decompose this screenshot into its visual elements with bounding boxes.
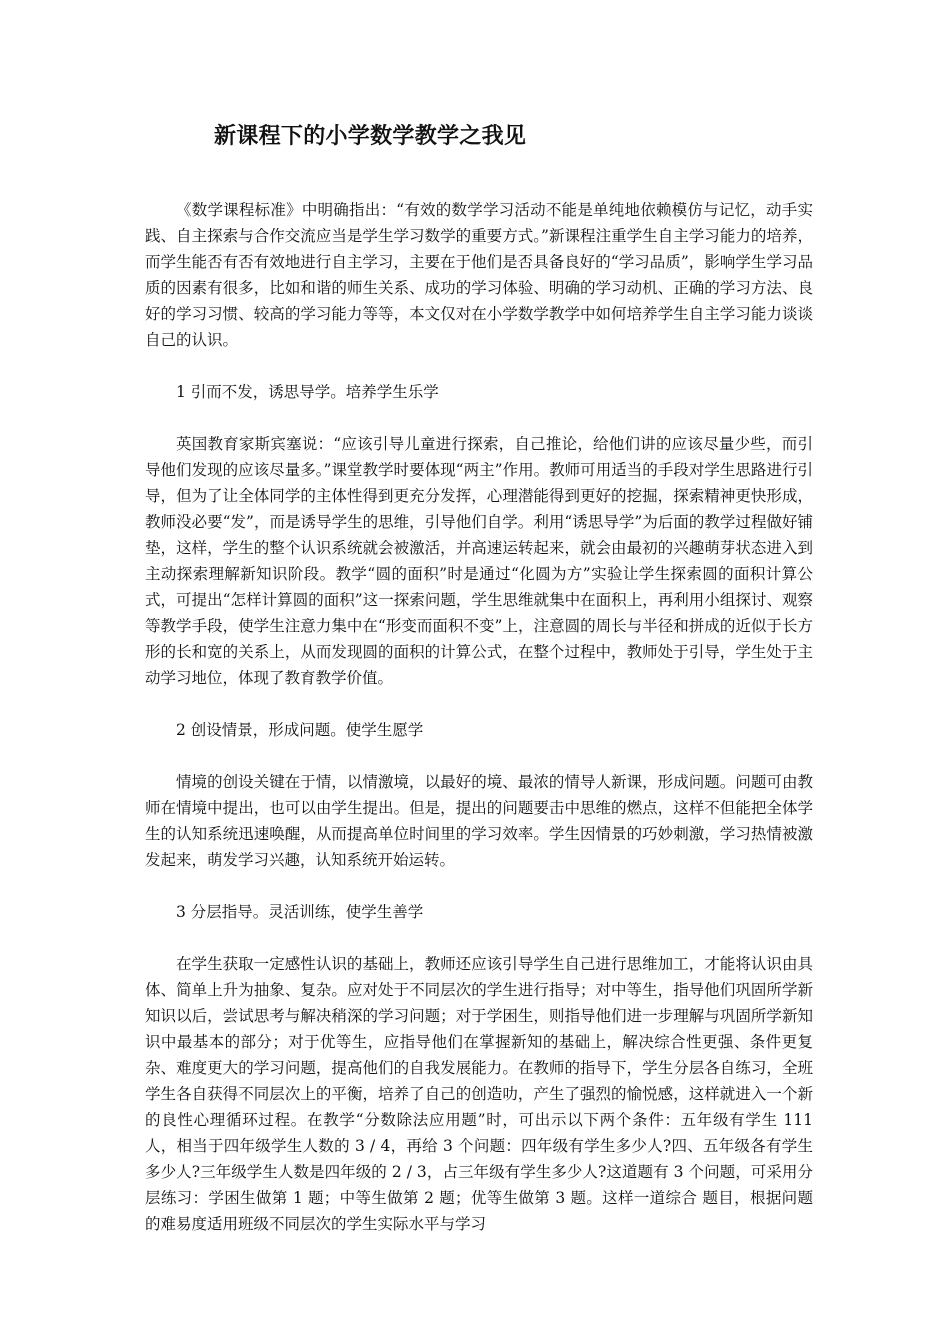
section-2-paragraph: 情境的创设关键在于情，以情激境，以最好的境、最浓的情导人新课，形成问题。问题可由教师在情境中提出，也可以由学生提出。但是，提出的问题要击中思维的燃点，这样不但能把全体学生的认知系统迅速唤醒，从而提高单位时间里的学习效率。学生因情景的巧妙刺激，学习热情被激发起来，萌发学习兴趣，认知系统开始运转。 (145, 773, 813, 869)
section-2-heading: 2 创设情景，形成问题。使学生愿学 (176, 721, 424, 739)
section-1-heading: 1 引而不发，诱思导学。培养学生乐学 (176, 383, 439, 401)
section-3-heading: 3 分层指导。灵活训练，使学生善学 (176, 903, 424, 921)
document-title: 新课程下的小学数学教学之我见 (214, 123, 527, 149)
section-3-paragraph: 在学生获取一定感性认识的基础上，教师还应该引导学生自己进行思维加工，才能将认识由具体、简单上升为抽象、复杂。应对处于不同层次的学生进行指导；对中等生，指导他们巩固所学新知识以后，尝试思考与解决稍深的学习问题；对于学困生，则指导他们进一步理解与巩固所学新知识中最基本的部分；对于优等生，应指导他们在掌握新知的基础上，解决综合性更强、条件更复杂、难度更大的学习问题，提高他们的自我发展能力。在教师的指导下，学生分层各自练习，全班学生各自获得不同层次上的平衡，培养了自己的创造叻，产生了强烈的愉悦感，这样就进入一个新的良性心理循环过程。在教学“分数除法应用题”时，可出示以下两个条件：五年级有学生 111 人，相当于四年级学生人数的 3 / 4，再给 3 个问题：四年级有学生多少人?四、五年级各有学生多少人?三年级学生人数是四年级的 2 / 3，占三年级有学生多少人?这道题有 3 个问题，可采用分层练习：学困生做第 1 题；中等生做第 2 题；优等生做第 3 题。这样一道综合 题目，根据问题的难易度适用班级不同层次的学生实际水平与学习 (145, 955, 813, 1233)
section-1-paragraph: 英国教育家斯宾塞说：“应该引导儿童进行探索，自己推论，给他们讲的应该尽量少些，而引导他们发现的应该尽量多。”课堂教学时要体现“两主”作用。教师可用适当的手段对学生思路进行引导，但为了让全体同学的主体性得到更充分发挥，心理潜能得到更好的挖掘，探索精神更快形成，教师没必要“发”，而是诱导学生的思维，引导他们自学。利用“诱思导学”为后面的教学过程做好铺垫，这样，学生的整个认识系统就会被激活，并高速运转起来，就会由最初的兴趣萌芽状态进入到主动探索理解新知识阶段。教学“圆的面积”时是通过“化圆为方”实验让学生探索圆的面积计算公式，可提出“怎样计算圆的面积”这一探索问题，学生思维就集中在面积上，再利用小组探讨、观察等教学手段，使学生注意力集中在“形变而面积不变”上，注意圆的周长与半径和拼成的近似于长方形的长和宽的关系上，从而发现圆的面积的计算公式，在整个过程中，教师处于引导，学生处于主动学习地位，体现了教育教学价值。 (145, 435, 813, 687)
intro-paragraph: 《数学课程标准》中明确指出：“有效的数学学习活动不能是单纯地依赖模仿与记忆，动手实践、自主探索与合作交流应当是学生学习数学的重要方式。”新课程注重学生自主学习能力的培养，而学生能否有否有效地进行自主学习，主要在于他们是否具备良好的“学习品质”，影响学生学习品质的因素有很多，比如和谐的师生关系、成功的学习体验、明确的学习动机、正确的学习方法、良好的学习习惯、较高的学习能力等等，本文仅对在小学数学教学中如何培养学生自主学习能力谈谈自己的认识。 (145, 201, 813, 349)
document-body (145, 197, 813, 1237)
